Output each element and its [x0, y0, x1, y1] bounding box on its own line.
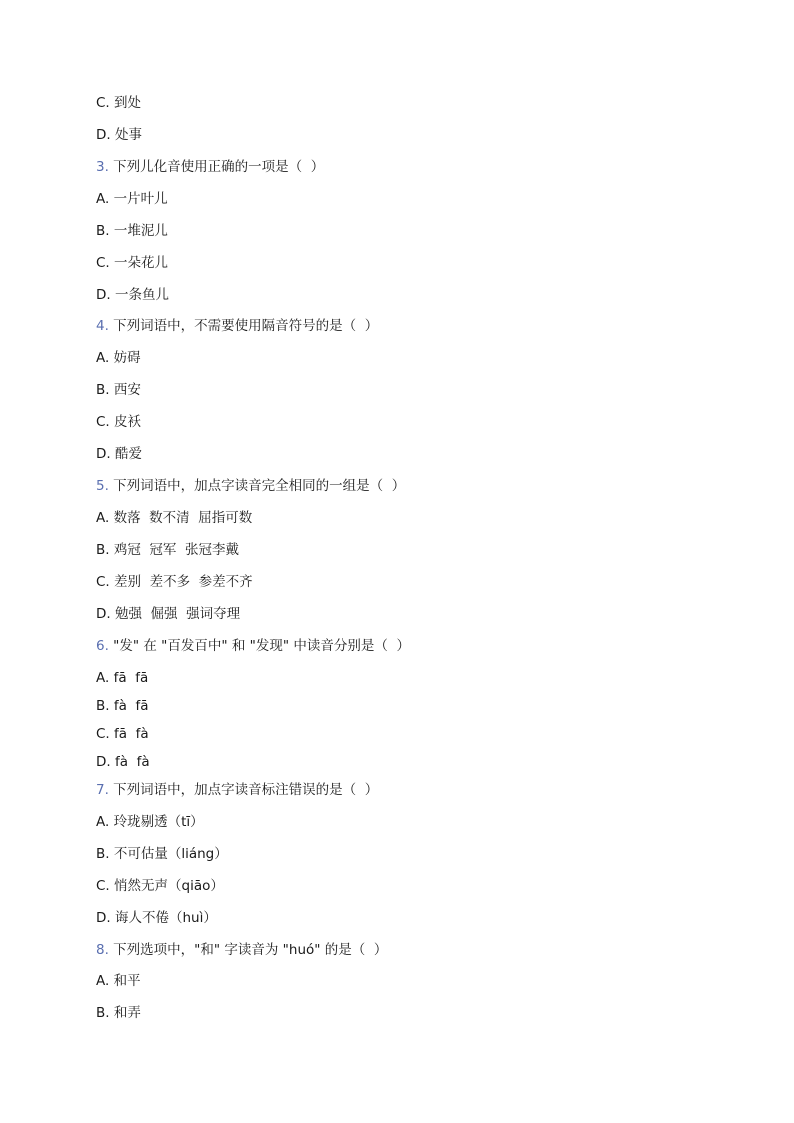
option-text: A. fā fā — [96, 670, 149, 686]
option-line — [96, 813, 204, 831]
option-text: D. 处事 — [96, 127, 142, 143]
option-text: B. fà fā — [96, 698, 149, 714]
question-text: "发" 在 "百发百中" 和 "发现" 中读音分别是（ ） — [108, 638, 410, 654]
option-line — [96, 541, 239, 559]
question-line — [96, 781, 378, 799]
question-number: 6. — [96, 638, 109, 654]
option-line — [96, 725, 149, 743]
option-text: D. 一条鱼儿 — [96, 287, 169, 303]
option-line — [96, 413, 141, 431]
option-text: D. 勉强 倔强 强词夺理 — [96, 606, 241, 622]
option-line — [96, 1004, 141, 1022]
option-text: D. fà fà — [96, 754, 150, 770]
option-text: D. 酷爱 — [96, 446, 142, 462]
option-line — [96, 190, 168, 208]
option-line — [96, 126, 142, 144]
option-text: A. 和平 — [96, 973, 141, 989]
question-text: 下列儿化音使用正确的一项是（ ） — [108, 159, 325, 175]
option-text: B. 西安 — [96, 382, 141, 398]
option-text: B. 和弄 — [96, 1005, 141, 1021]
option-line — [96, 381, 141, 399]
option-line — [96, 972, 141, 990]
question-text: 下列词语中，加点字读音标注错误的是（ ） — [108, 782, 379, 798]
option-line — [96, 573, 253, 591]
question-number: 7. — [96, 782, 109, 798]
option-line — [96, 753, 150, 771]
option-line — [96, 909, 217, 927]
option-text: A. 妨碍 — [96, 350, 141, 366]
option-line — [96, 445, 142, 463]
option-text: B. 鸡冠 冠军 张冠李戴 — [96, 542, 240, 558]
option-line — [96, 254, 168, 272]
option-line — [96, 349, 141, 367]
option-line — [96, 845, 228, 863]
option-line — [96, 286, 169, 304]
option-text: C. 一朵花儿 — [96, 255, 169, 271]
option-text: B. 一堆泥儿 — [96, 223, 168, 239]
option-line — [96, 509, 252, 527]
option-text: C. 到处 — [96, 95, 142, 111]
question-line — [96, 941, 387, 959]
option-line — [96, 222, 168, 240]
question-number: 8. — [96, 942, 109, 958]
question-number: 3. — [96, 159, 109, 175]
option-line — [96, 697, 148, 715]
question-line — [96, 158, 324, 176]
question-text: 下列词语中，不需要使用隔音符号的是（ ） — [108, 318, 379, 334]
option-line — [96, 94, 141, 112]
question-line — [96, 637, 410, 655]
option-line — [96, 877, 224, 895]
question-number: 4. — [96, 318, 109, 334]
question-line — [96, 477, 405, 495]
option-text: C. 差别 差不多 参差不齐 — [96, 574, 253, 590]
question-line — [96, 317, 378, 335]
option-line — [96, 605, 240, 623]
option-line — [96, 669, 148, 687]
option-text: A. 数落 数不清 屈指可数 — [96, 510, 253, 526]
option-text: B. 不可估量（liáng） — [96, 846, 228, 862]
question-number: 5. — [96, 478, 109, 494]
question-text: 下列选项中，"和" 字读音为 "huó" 的是（ ） — [108, 942, 388, 958]
option-text: C. 皮袄 — [96, 414, 142, 430]
option-text: A. 玲珑剔透（tī） — [96, 814, 204, 830]
option-text: C. 悄然无声（qiāo） — [96, 878, 224, 894]
question-text: 下列词语中，加点字读音完全相同的一组是（ ） — [108, 478, 406, 494]
option-text: A. 一片叶儿 — [96, 191, 168, 207]
option-text: D. 诲人不倦（huì） — [96, 910, 217, 926]
option-text: C. fā fà — [96, 726, 149, 742]
